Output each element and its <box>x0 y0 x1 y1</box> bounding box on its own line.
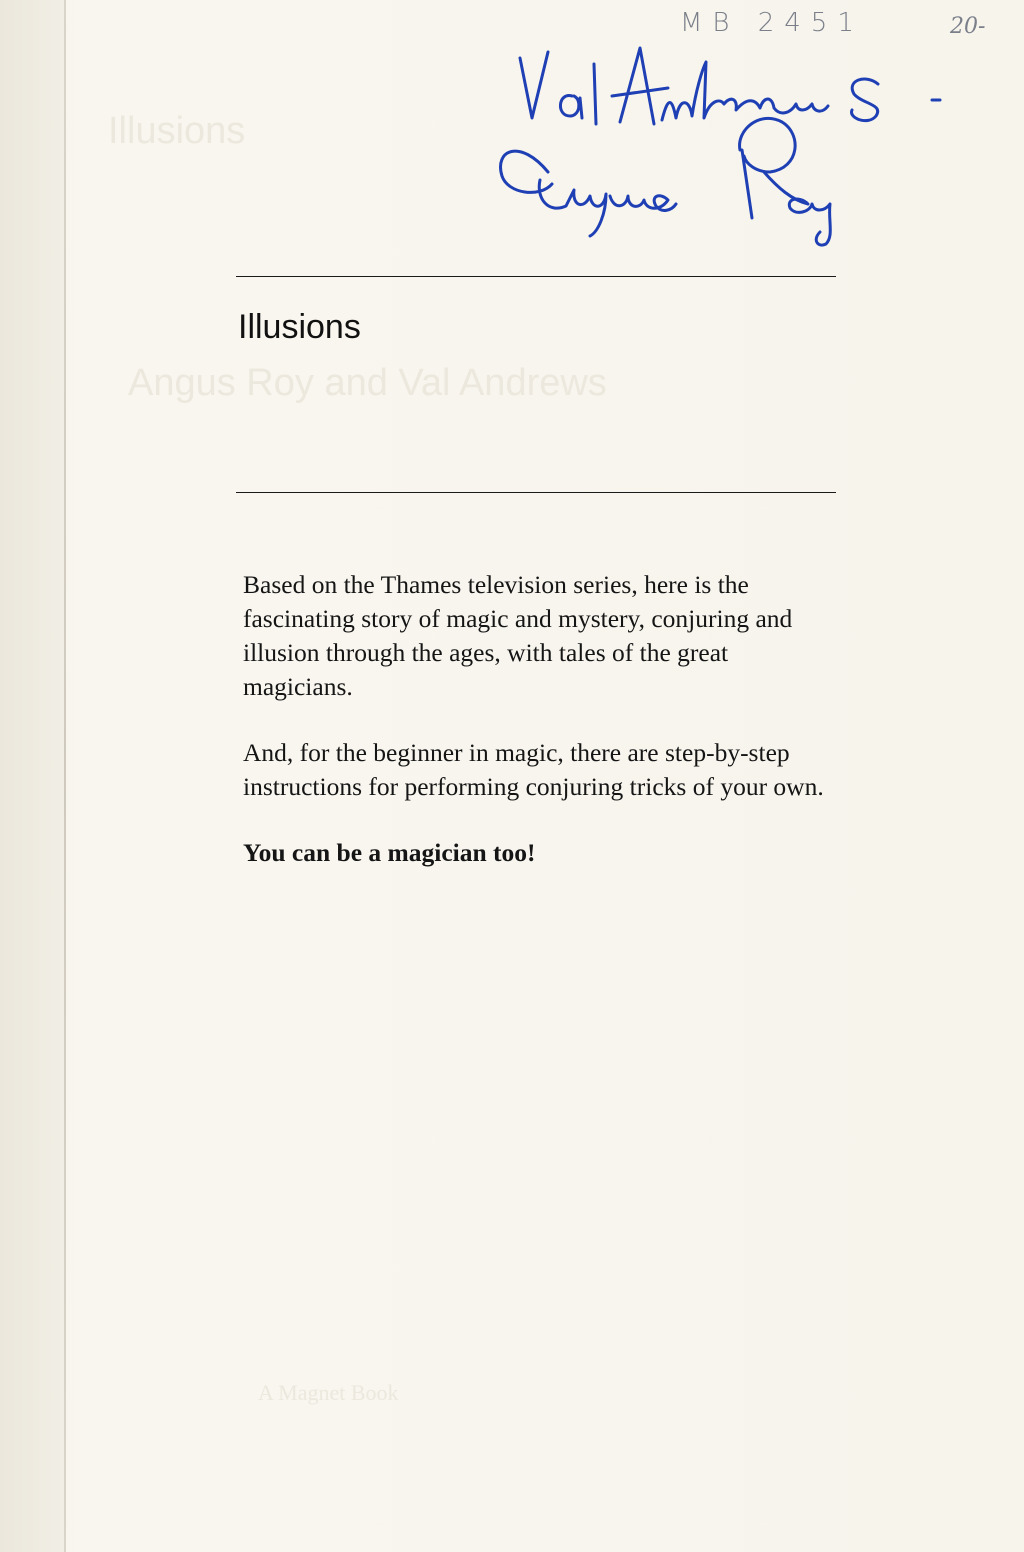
book-blurb <box>243 568 843 902</box>
signature-stroke <box>662 62 828 120</box>
show-through-publisher: A Magnet Book <box>258 1380 399 1405</box>
pencil-catalog-number: MB 2451 <box>680 8 864 38</box>
signature-stroke <box>594 64 596 124</box>
author-signatures <box>0 0 1024 260</box>
signature-stroke <box>501 151 676 236</box>
pencil-price: 20- <box>950 14 986 39</box>
show-through-authors: Angus Roy and Val Andrews <box>128 362 607 404</box>
signature-stroke <box>851 79 878 121</box>
bottom-rule <box>236 492 836 493</box>
signature-stroke <box>560 96 582 118</box>
signature-stroke <box>740 118 831 245</box>
signature-stroke <box>612 48 668 124</box>
top-rule <box>236 276 836 277</box>
show-through-title: Illusions <box>108 110 246 152</box>
blurb-paragraph: Based on the Thames television series, here is the fascinating story of magic and mystery, conjuring and illusion through the ages, with tales of the great magicians. <box>243 570 793 701</box>
blurb-paragraph: And, for the beginner in magic, there are step-by-step instructions for performing conjuring tricks of your own. <box>243 738 824 801</box>
book-title: Illusions <box>238 308 361 346</box>
blurb-tagline: You can be a magician too! <box>243 838 536 867</box>
signature-stroke <box>520 52 548 118</box>
